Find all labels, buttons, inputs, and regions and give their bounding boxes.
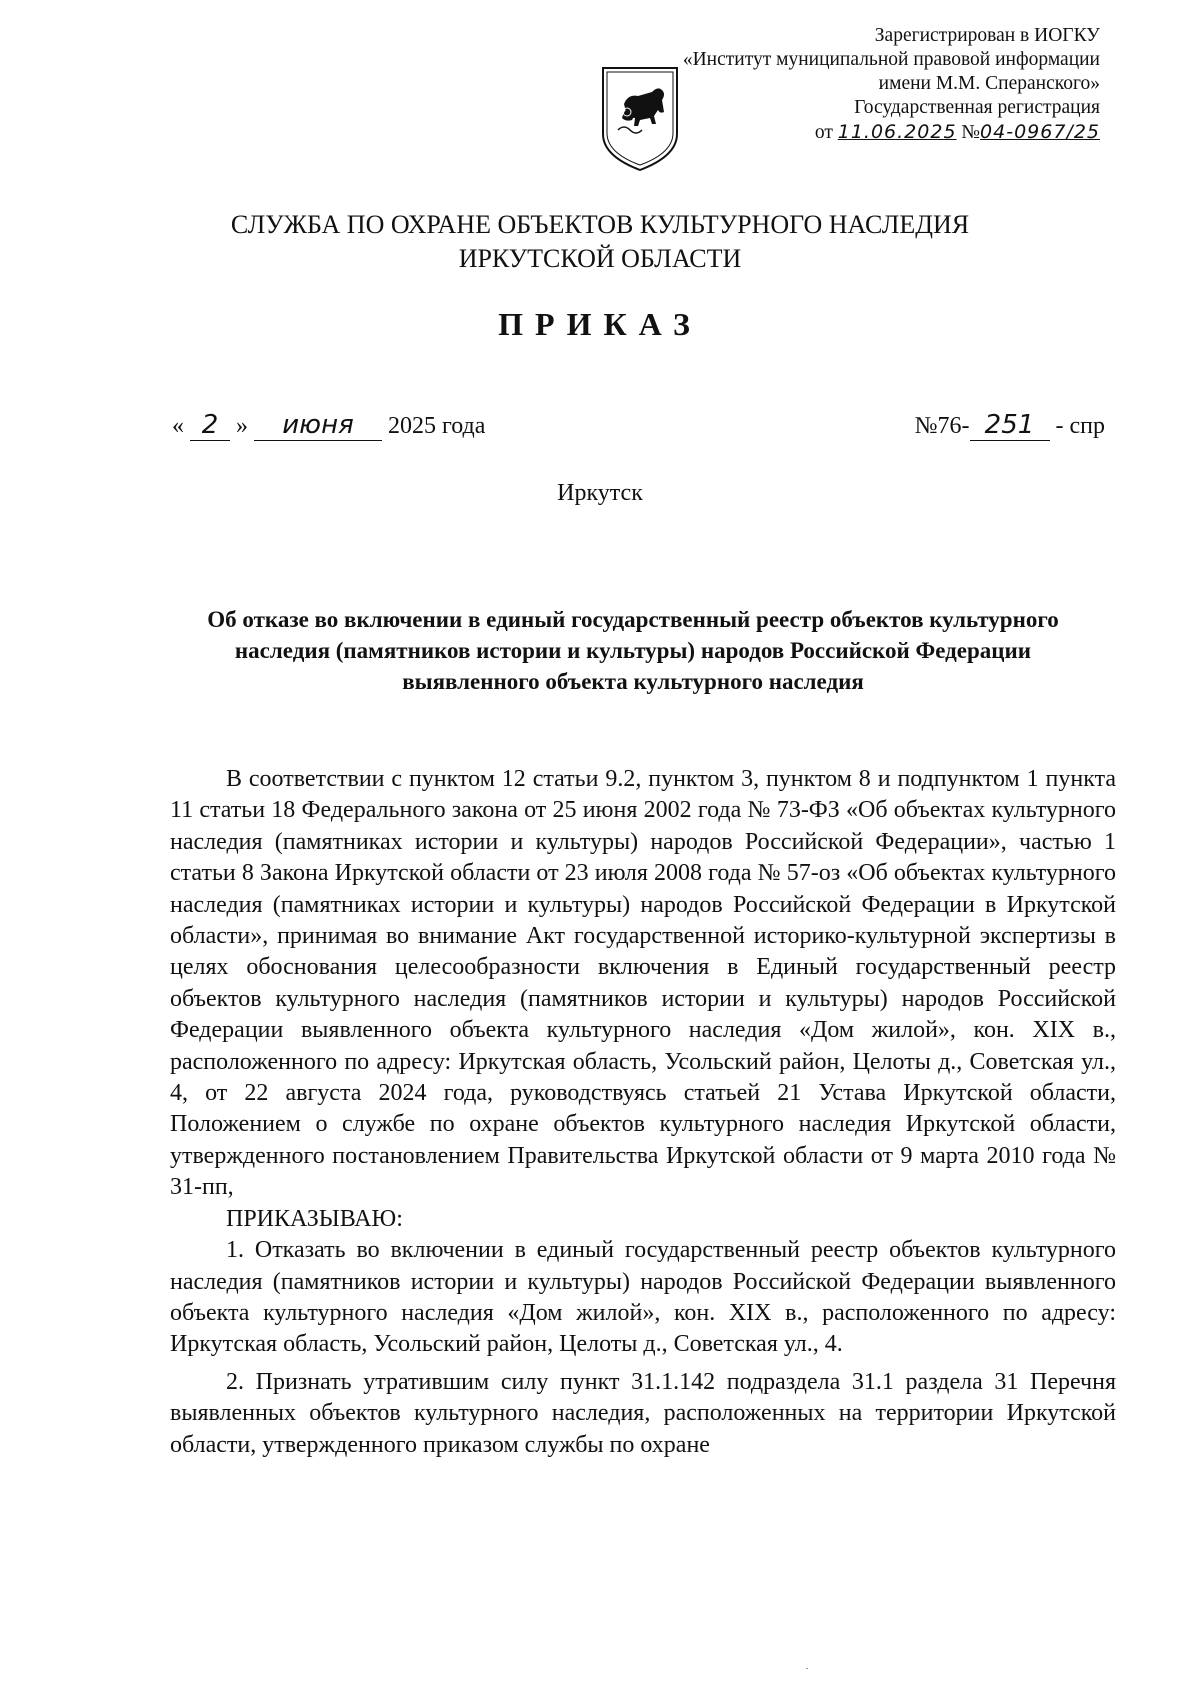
- order-item-2: 2. Признать утратившим силу пункт 31.1.142 подраздела 31.1 раздела 31 Перечня выявленных объектов культурного наследия, расположенных на территории Иркутской области, утвержденного приказом службы по охране: [170, 1368, 1116, 1458]
- preamble-paragraph: В соответствии с пунктом 12 статьи 9.2, пунктом 3, пунктом 8 и подпунктом 1 пункта 11 статьи 18 Федерального закона от 25 июня 2002 года № 73-ФЗ «Об объектах культурного наследия (памятниках истории и культуры) народов Российской Федерации», частью 1 статьи 8 Закона Иркутской области от 23 июля 2008 года № 57-оз «Об объектах культурного наследия (памятниках истории и культуры) народов Российской Федерации в Иркутской области», принимая во внимание Акт государственной историко-культурной экспертизы в целях обоснования целесообразности включения в Единый государственный реестр объектов культурного наследия (памятников истории и культуры) народов Российской Федерации выявленного объекта культурного наследия «Дом жилой», кон. XIX в., расположенного по адресу: Иркутская область, Усольский район, Целоты д., Советская ул., 4, от 22 августа 2024 года, руководствуясь статьей 21 Устава Иркутской области, Положением о службе по охране объектов культурного наследия Иркутской области, утвержденного постановлением Правительства Иркутской области от 9 марта 2010 года № 31-пп,: [170, 766, 1116, 1201]
- registration-line-4: Государственная регистрация: [854, 97, 1100, 118]
- registration-line-2: «Институт муниципальной правовой информации: [682, 49, 1100, 70]
- agency-name-line-1: СЛУЖБА ПО ОХРАНЕ ОБЪЕКТОВ КУЛЬТУРНОГО НАСЛЕДИЯ: [230, 210, 970, 239]
- city: Иркутск: [557, 480, 643, 506]
- registration-line-3: имени М.М. Сперанского»: [878, 73, 1100, 94]
- registration-stamp: [683, 24, 1100, 145]
- registration-date: 11.06.2025: [837, 121, 957, 143]
- number-prefix: №76-: [914, 413, 970, 439]
- number-suffix: - спр: [1055, 413, 1105, 439]
- registration-number: 04-0967/25: [980, 121, 1100, 143]
- date-year: 2025 года: [388, 413, 486, 439]
- agency-name-line-2: ИРКУТСКОЙ ОБЛАСТИ: [458, 244, 742, 273]
- date-open-quote: «: [172, 413, 184, 439]
- registration-line-5: [683, 120, 1100, 145]
- date-day: 2: [190, 410, 230, 441]
- order-word: ПРИКАЗЫВАЮ:: [226, 1205, 403, 1232]
- coat-of-arms-icon: [600, 64, 680, 174]
- document-subject: Об отказе во включении в единый государственный реестр объектов культурного наследия (памятников истории и культуры) народов Российской Федерации выявленного объекта культурного наследия: [207, 607, 1059, 694]
- registration-from-label: от: [814, 122, 833, 143]
- order-item-1: 1. Отказать во включении в единый государственный реестр объектов культурного наследия (памятников истории и культуры) народов Российской Федерации выявленного объекта культурного наследия «Дом жилой», кон. XIX в., расположенного по адресу: Иркутская область, Усольский район, Целоты д., Советская ул., 4.: [170, 1237, 1116, 1358]
- document-title: ПРИКАЗ: [498, 306, 702, 342]
- registration-number-label: №: [961, 122, 981, 143]
- document-body: [170, 764, 1116, 1461]
- date-close-quote: »: [236, 413, 248, 439]
- number-value: 251: [970, 410, 1050, 441]
- document-date: [172, 410, 485, 441]
- document-number: [915, 410, 1105, 441]
- page-speck: [806, 1668, 808, 1669]
- agency-name: [0, 208, 1200, 276]
- date-month: июня: [254, 410, 382, 441]
- registration-line-1: Зарегистрирован в ИОГКУ: [874, 25, 1100, 46]
